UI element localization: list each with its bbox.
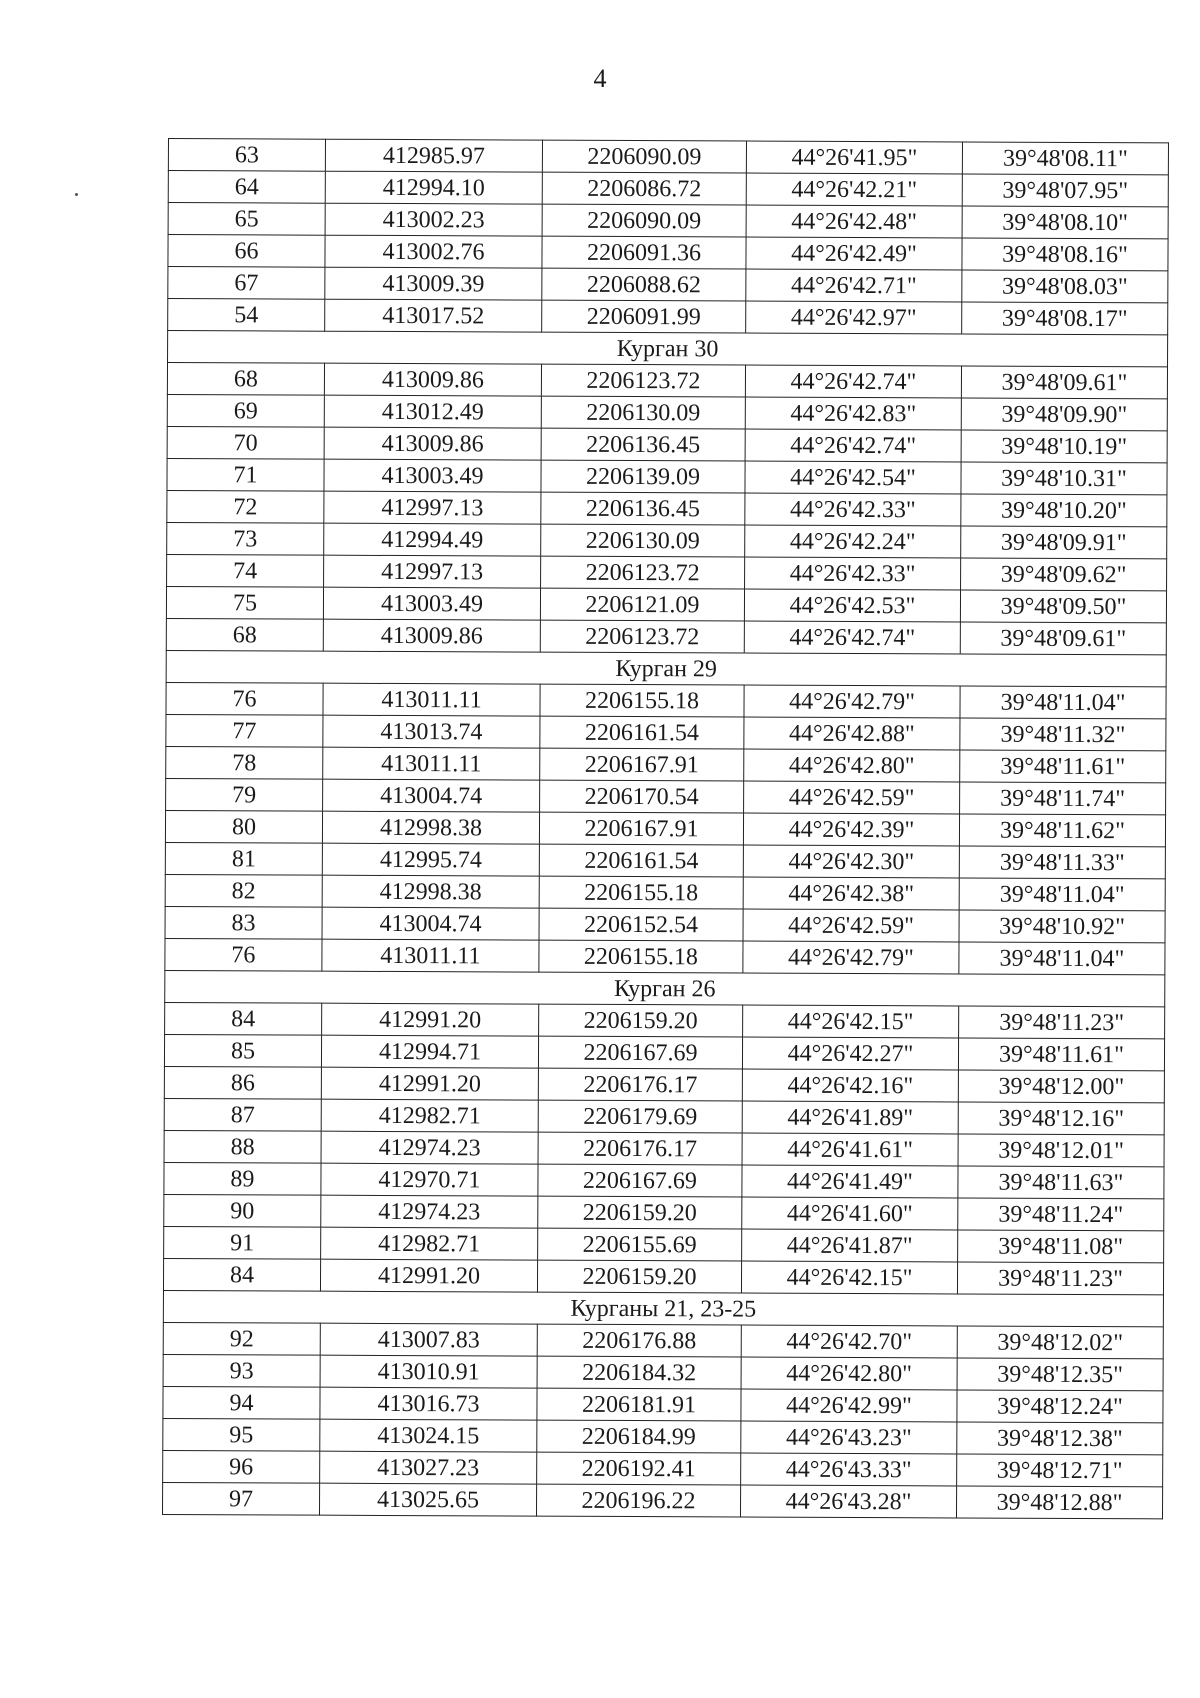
table-row	[164, 1066, 1164, 1102]
longitude-cell: 39°48'09.62"	[961, 558, 1167, 591]
point-number-cell: 93	[163, 1354, 320, 1387]
latitude-cell: 44°26'42.88"	[744, 717, 960, 750]
x-coordinate-cell: 412991.20	[321, 1067, 538, 1100]
point-number-cell: 84	[165, 1002, 322, 1035]
latitude-cell: 44°26'42.33"	[745, 557, 961, 590]
x-coordinate-cell: 413009.39	[325, 267, 542, 300]
point-number-cell: 97	[162, 1482, 319, 1515]
scan-speck	[75, 193, 78, 196]
x-coordinate-cell: 412997.13	[324, 555, 541, 588]
table-row	[163, 1258, 1163, 1294]
point-number-cell: 78	[166, 746, 323, 779]
point-number-cell: 54	[168, 299, 325, 332]
latitude-cell: 44°26'43.33"	[741, 1453, 957, 1486]
coordinates-table-wrapper	[162, 138, 1169, 1519]
y-coordinate-cell: 2206091.36	[542, 236, 746, 269]
table-row	[167, 458, 1167, 494]
latitude-cell: 44°26'42.83"	[745, 397, 961, 430]
point-number-cell: 76	[166, 682, 323, 715]
latitude-cell: 44°26'42.59"	[744, 781, 960, 814]
longitude-cell: 39°48'08.16"	[962, 238, 1168, 271]
latitude-cell: 44°26'43.28"	[740, 1485, 956, 1518]
latitude-cell: 44°26'42.48"	[746, 205, 962, 238]
table-row	[166, 746, 1166, 782]
point-number-cell: 75	[166, 586, 323, 619]
longitude-cell: 39°48'09.61"	[961, 366, 1167, 399]
longitude-cell: 39°48'10.19"	[961, 430, 1167, 463]
table-row	[166, 714, 1166, 750]
x-coordinate-cell: 413024.15	[320, 1419, 537, 1452]
coordinates-table	[162, 138, 1169, 1519]
latitude-cell: 44°26'42.38"	[743, 877, 959, 910]
table-row	[165, 842, 1165, 878]
longitude-cell: 39°48'12.01"	[958, 1134, 1164, 1167]
x-coordinate-cell: 412997.13	[324, 491, 541, 524]
point-number-cell: 68	[166, 618, 323, 651]
section-header-row	[163, 1290, 1163, 1326]
longitude-cell: 39°48'09.90"	[961, 398, 1167, 431]
y-coordinate-cell: 2206161.54	[539, 844, 743, 877]
y-coordinate-cell: 2206136.45	[541, 428, 745, 461]
y-coordinate-cell: 2206167.69	[538, 1036, 742, 1069]
table-row	[164, 1034, 1164, 1070]
longitude-cell: 39°48'12.35"	[957, 1358, 1163, 1391]
point-number-cell: 82	[165, 874, 322, 907]
table-row	[168, 139, 1168, 175]
y-coordinate-cell: 2206181.91	[537, 1388, 741, 1421]
table-row	[168, 267, 1168, 303]
longitude-cell: 39°48'11.23"	[959, 1006, 1165, 1039]
y-coordinate-cell: 2206176.17	[538, 1068, 742, 1101]
latitude-cell: 44°26'41.60"	[742, 1197, 958, 1230]
latitude-cell: 44°26'41.89"	[742, 1101, 958, 1134]
longitude-cell: 39°48'10.31"	[961, 462, 1167, 495]
section-title: Курган 30	[168, 331, 1168, 367]
page-number: 4	[593, 64, 607, 93]
table-row	[167, 363, 1167, 399]
x-coordinate-cell: 412994.10	[325, 171, 542, 204]
y-coordinate-cell: 2206139.09	[541, 460, 745, 493]
longitude-cell: 39°48'11.61"	[960, 750, 1166, 783]
y-coordinate-cell: 2206179.69	[538, 1100, 742, 1133]
point-number-cell: 81	[165, 842, 322, 875]
longitude-cell: 39°48'11.63"	[958, 1166, 1164, 1199]
point-number-cell: 84	[163, 1258, 320, 1291]
x-coordinate-cell: 412998.38	[322, 811, 539, 844]
longitude-cell: 39°48'12.71"	[957, 1454, 1163, 1487]
longitude-cell: 39°48'12.38"	[957, 1422, 1163, 1455]
latitude-cell: 44°26'42.53"	[744, 589, 960, 622]
longitude-cell: 39°48'12.00"	[958, 1070, 1164, 1103]
longitude-cell: 39°48'10.92"	[959, 910, 1165, 943]
longitude-cell: 39°48'07.95"	[962, 174, 1168, 207]
x-coordinate-cell: 413011.11	[322, 939, 539, 972]
latitude-cell: 44°26'42.27"	[742, 1037, 958, 1070]
latitude-cell: 44°26'41.87"	[742, 1229, 958, 1262]
x-coordinate-cell: 413011.11	[323, 747, 540, 780]
longitude-cell: 39°48'08.11"	[962, 142, 1168, 175]
section-title: Курган 26	[165, 970, 1165, 1006]
latitude-cell: 44°26'42.80"	[741, 1357, 957, 1390]
latitude-cell: 44°26'42.24"	[745, 525, 961, 558]
x-coordinate-cell: 413004.74	[323, 779, 540, 812]
section-title: Курган 29	[166, 650, 1166, 686]
x-coordinate-cell: 412994.49	[324, 523, 541, 556]
point-number-cell: 80	[165, 810, 322, 843]
x-coordinate-cell: 412982.71	[321, 1227, 538, 1260]
longitude-cell: 39°48'12.16"	[958, 1102, 1164, 1135]
point-number-cell: 70	[167, 426, 324, 459]
y-coordinate-cell: 2206161.54	[540, 716, 744, 749]
table-row	[168, 299, 1168, 335]
x-coordinate-cell: 412994.71	[321, 1035, 538, 1068]
table-row	[164, 1226, 1164, 1262]
x-coordinate-cell: 412991.20	[320, 1259, 537, 1292]
latitude-cell: 44°26'42.59"	[743, 909, 959, 942]
longitude-cell: 39°48'11.62"	[959, 814, 1165, 847]
longitude-cell: 39°48'11.33"	[959, 846, 1165, 879]
x-coordinate-cell: 413025.65	[319, 1483, 536, 1516]
longitude-cell: 39°48'08.17"	[962, 302, 1168, 335]
point-number-cell: 91	[164, 1226, 321, 1259]
longitude-cell: 39°48'11.61"	[958, 1038, 1164, 1071]
table-row	[163, 1386, 1163, 1422]
point-number-cell: 72	[167, 490, 324, 523]
x-coordinate-cell: 413011.11	[323, 683, 540, 716]
table-row	[168, 171, 1168, 207]
point-number-cell: 66	[168, 235, 325, 268]
point-number-cell: 77	[166, 714, 323, 747]
point-number-cell: 67	[168, 267, 325, 300]
latitude-cell: 44°26'42.74"	[745, 365, 961, 398]
x-coordinate-cell: 412970.71	[321, 1163, 538, 1196]
point-number-cell: 90	[164, 1194, 321, 1227]
x-coordinate-cell: 413007.83	[320, 1323, 537, 1356]
longitude-cell: 39°48'11.23"	[957, 1262, 1163, 1295]
point-number-cell: 92	[163, 1322, 320, 1355]
x-coordinate-cell: 412998.38	[322, 875, 539, 908]
point-number-cell: 85	[164, 1034, 321, 1067]
point-number-cell: 86	[164, 1066, 321, 1099]
table-row	[164, 1130, 1164, 1166]
latitude-cell: 44°26'42.15"	[743, 1005, 959, 1038]
y-coordinate-cell: 2206123.72	[540, 620, 744, 653]
x-coordinate-cell: 412982.71	[321, 1099, 538, 1132]
table-row	[166, 682, 1166, 718]
y-coordinate-cell: 2206176.17	[538, 1132, 742, 1165]
table-row	[165, 874, 1165, 910]
table-row	[168, 235, 1168, 271]
x-coordinate-cell: 413009.86	[324, 363, 541, 396]
table-row	[164, 1162, 1164, 1198]
y-coordinate-cell: 2206123.72	[541, 364, 745, 397]
point-number-cell: 87	[164, 1098, 321, 1131]
y-coordinate-cell: 2206167.69	[538, 1164, 742, 1197]
point-number-cell: 63	[168, 139, 325, 172]
table-row	[164, 1098, 1164, 1134]
y-coordinate-cell: 2206159.20	[537, 1260, 741, 1293]
longitude-cell: 39°48'09.61"	[960, 622, 1166, 655]
table-row	[166, 618, 1166, 654]
table-row	[165, 938, 1165, 974]
y-coordinate-cell: 2206123.72	[541, 556, 745, 589]
y-coordinate-cell: 2206090.09	[542, 204, 746, 237]
y-coordinate-cell: 2206155.69	[538, 1228, 742, 1261]
latitude-cell: 44°26'41.95"	[746, 141, 962, 174]
latitude-cell: 44°26'42.21"	[746, 173, 962, 206]
longitude-cell: 39°48'09.91"	[961, 526, 1167, 559]
point-number-cell: 73	[167, 522, 324, 555]
y-coordinate-cell: 2206155.18	[540, 684, 744, 717]
y-coordinate-cell: 2206155.18	[539, 940, 743, 973]
y-coordinate-cell: 2206090.09	[542, 140, 746, 173]
table-row	[163, 1322, 1163, 1358]
x-coordinate-cell: 413009.86	[324, 427, 541, 460]
latitude-cell: 44°26'42.79"	[744, 685, 960, 718]
x-coordinate-cell: 413002.23	[325, 203, 542, 236]
point-number-cell: 94	[163, 1386, 320, 1419]
table-row	[167, 394, 1167, 430]
y-coordinate-cell: 2206086.72	[542, 172, 746, 205]
x-coordinate-cell: 413016.73	[320, 1387, 537, 1420]
x-coordinate-cell: 413010.91	[320, 1355, 537, 1388]
longitude-cell: 39°48'11.74"	[960, 782, 1166, 815]
x-coordinate-cell: 413003.49	[323, 587, 540, 620]
y-coordinate-cell: 2206152.54	[539, 908, 743, 941]
y-coordinate-cell: 2206176.88	[537, 1324, 741, 1357]
latitude-cell: 44°26'42.99"	[741, 1389, 957, 1422]
table-row	[167, 522, 1167, 558]
section-header-row	[166, 650, 1166, 686]
x-coordinate-cell: 412985.97	[325, 139, 542, 172]
y-coordinate-cell: 2206184.99	[537, 1420, 741, 1453]
y-coordinate-cell: 2206184.32	[537, 1356, 741, 1389]
latitude-cell: 44°26'42.54"	[745, 461, 961, 494]
x-coordinate-cell: 412974.23	[321, 1195, 538, 1228]
table-row	[165, 1002, 1165, 1038]
coordinates-table-body	[162, 139, 1168, 1519]
point-number-cell: 64	[168, 171, 325, 204]
table-row	[168, 203, 1168, 239]
latitude-cell: 44°26'42.49"	[746, 237, 962, 270]
y-coordinate-cell: 2206155.18	[539, 876, 743, 909]
y-coordinate-cell: 2206091.99	[542, 300, 746, 333]
latitude-cell: 44°26'42.15"	[741, 1261, 957, 1294]
longitude-cell: 39°48'11.08"	[958, 1230, 1164, 1263]
y-coordinate-cell: 2206136.45	[541, 492, 745, 525]
section-header-row	[165, 970, 1165, 1006]
y-coordinate-cell: 2206192.41	[537, 1452, 741, 1485]
latitude-cell: 44°26'42.79"	[743, 941, 959, 974]
point-number-cell: 71	[167, 458, 324, 491]
longitude-cell: 39°48'11.04"	[959, 878, 1165, 911]
y-coordinate-cell: 2206196.22	[536, 1484, 740, 1517]
longitude-cell: 39°48'12.24"	[957, 1390, 1163, 1423]
latitude-cell: 44°26'42.74"	[744, 621, 960, 654]
x-coordinate-cell: 413003.49	[324, 459, 541, 492]
longitude-cell: 39°48'09.50"	[960, 590, 1166, 623]
table-row	[166, 778, 1166, 814]
y-coordinate-cell: 2206088.62	[542, 268, 746, 301]
point-number-cell: 68	[167, 363, 324, 396]
point-number-cell: 79	[166, 778, 323, 811]
latitude-cell: 44°26'43.23"	[741, 1421, 957, 1454]
longitude-cell: 39°48'11.04"	[959, 942, 1165, 975]
y-coordinate-cell: 2206170.54	[540, 780, 744, 813]
y-coordinate-cell: 2206121.09	[540, 588, 744, 621]
x-coordinate-cell: 413017.52	[325, 299, 542, 332]
x-coordinate-cell: 412991.20	[322, 1003, 539, 1036]
longitude-cell: 39°48'10.20"	[961, 494, 1167, 527]
latitude-cell: 44°26'42.71"	[746, 269, 962, 302]
table-row	[166, 586, 1166, 622]
table-row	[167, 490, 1167, 526]
latitude-cell: 44°26'42.80"	[744, 749, 960, 782]
longitude-cell: 39°48'08.03"	[962, 270, 1168, 303]
latitude-cell: 44°26'42.70"	[741, 1325, 957, 1358]
longitude-cell: 39°48'11.24"	[958, 1198, 1164, 1231]
longitude-cell: 39°48'11.32"	[960, 718, 1166, 751]
point-number-cell: 89	[164, 1162, 321, 1195]
point-number-cell: 96	[163, 1450, 320, 1483]
point-number-cell: 95	[163, 1418, 320, 1451]
latitude-cell: 44°26'41.49"	[742, 1165, 958, 1198]
latitude-cell: 44°26'42.30"	[743, 845, 959, 878]
table-row	[165, 810, 1165, 846]
longitude-cell: 39°48'12.88"	[956, 1486, 1162, 1519]
y-coordinate-cell: 2206159.20	[539, 1004, 743, 1037]
latitude-cell: 44°26'42.39"	[743, 813, 959, 846]
x-coordinate-cell: 412974.23	[321, 1131, 538, 1164]
table-row	[163, 1450, 1163, 1486]
latitude-cell: 44°26'42.33"	[745, 493, 961, 526]
longitude-cell: 39°48'11.04"	[960, 686, 1166, 719]
longitude-cell: 39°48'12.02"	[957, 1326, 1163, 1359]
point-number-cell: 88	[164, 1130, 321, 1163]
y-coordinate-cell: 2206167.91	[539, 812, 743, 845]
latitude-cell: 44°26'41.61"	[742, 1133, 958, 1166]
point-number-cell: 69	[167, 394, 324, 427]
point-number-cell: 74	[167, 554, 324, 587]
table-row	[167, 426, 1167, 462]
point-number-cell: 83	[165, 906, 322, 939]
point-number-cell: 76	[165, 938, 322, 971]
y-coordinate-cell: 2206167.91	[540, 748, 744, 781]
x-coordinate-cell: 413013.74	[323, 715, 540, 748]
section-header-row	[168, 331, 1168, 367]
table-row	[163, 1418, 1163, 1454]
x-coordinate-cell: 412995.74	[322, 843, 539, 876]
x-coordinate-cell: 413012.49	[324, 395, 541, 428]
x-coordinate-cell: 413027.23	[320, 1451, 537, 1484]
table-row	[164, 1194, 1164, 1230]
latitude-cell: 44°26'42.97"	[746, 301, 962, 334]
table-row	[165, 906, 1165, 942]
point-number-cell: 65	[168, 203, 325, 236]
latitude-cell: 44°26'42.16"	[742, 1069, 958, 1102]
x-coordinate-cell: 413004.74	[322, 907, 539, 940]
latitude-cell: 44°26'42.74"	[745, 429, 961, 462]
longitude-cell: 39°48'08.10"	[962, 206, 1168, 239]
y-coordinate-cell: 2206130.09	[541, 396, 745, 429]
y-coordinate-cell: 2206159.20	[538, 1196, 742, 1229]
section-title: Курганы 21, 23-25	[163, 1290, 1163, 1326]
table-row	[167, 554, 1167, 590]
x-coordinate-cell: 413009.86	[323, 619, 540, 652]
x-coordinate-cell: 413002.76	[325, 235, 542, 268]
y-coordinate-cell: 2206130.09	[541, 524, 745, 557]
table-row	[163, 1354, 1163, 1390]
table-row	[162, 1482, 1162, 1518]
